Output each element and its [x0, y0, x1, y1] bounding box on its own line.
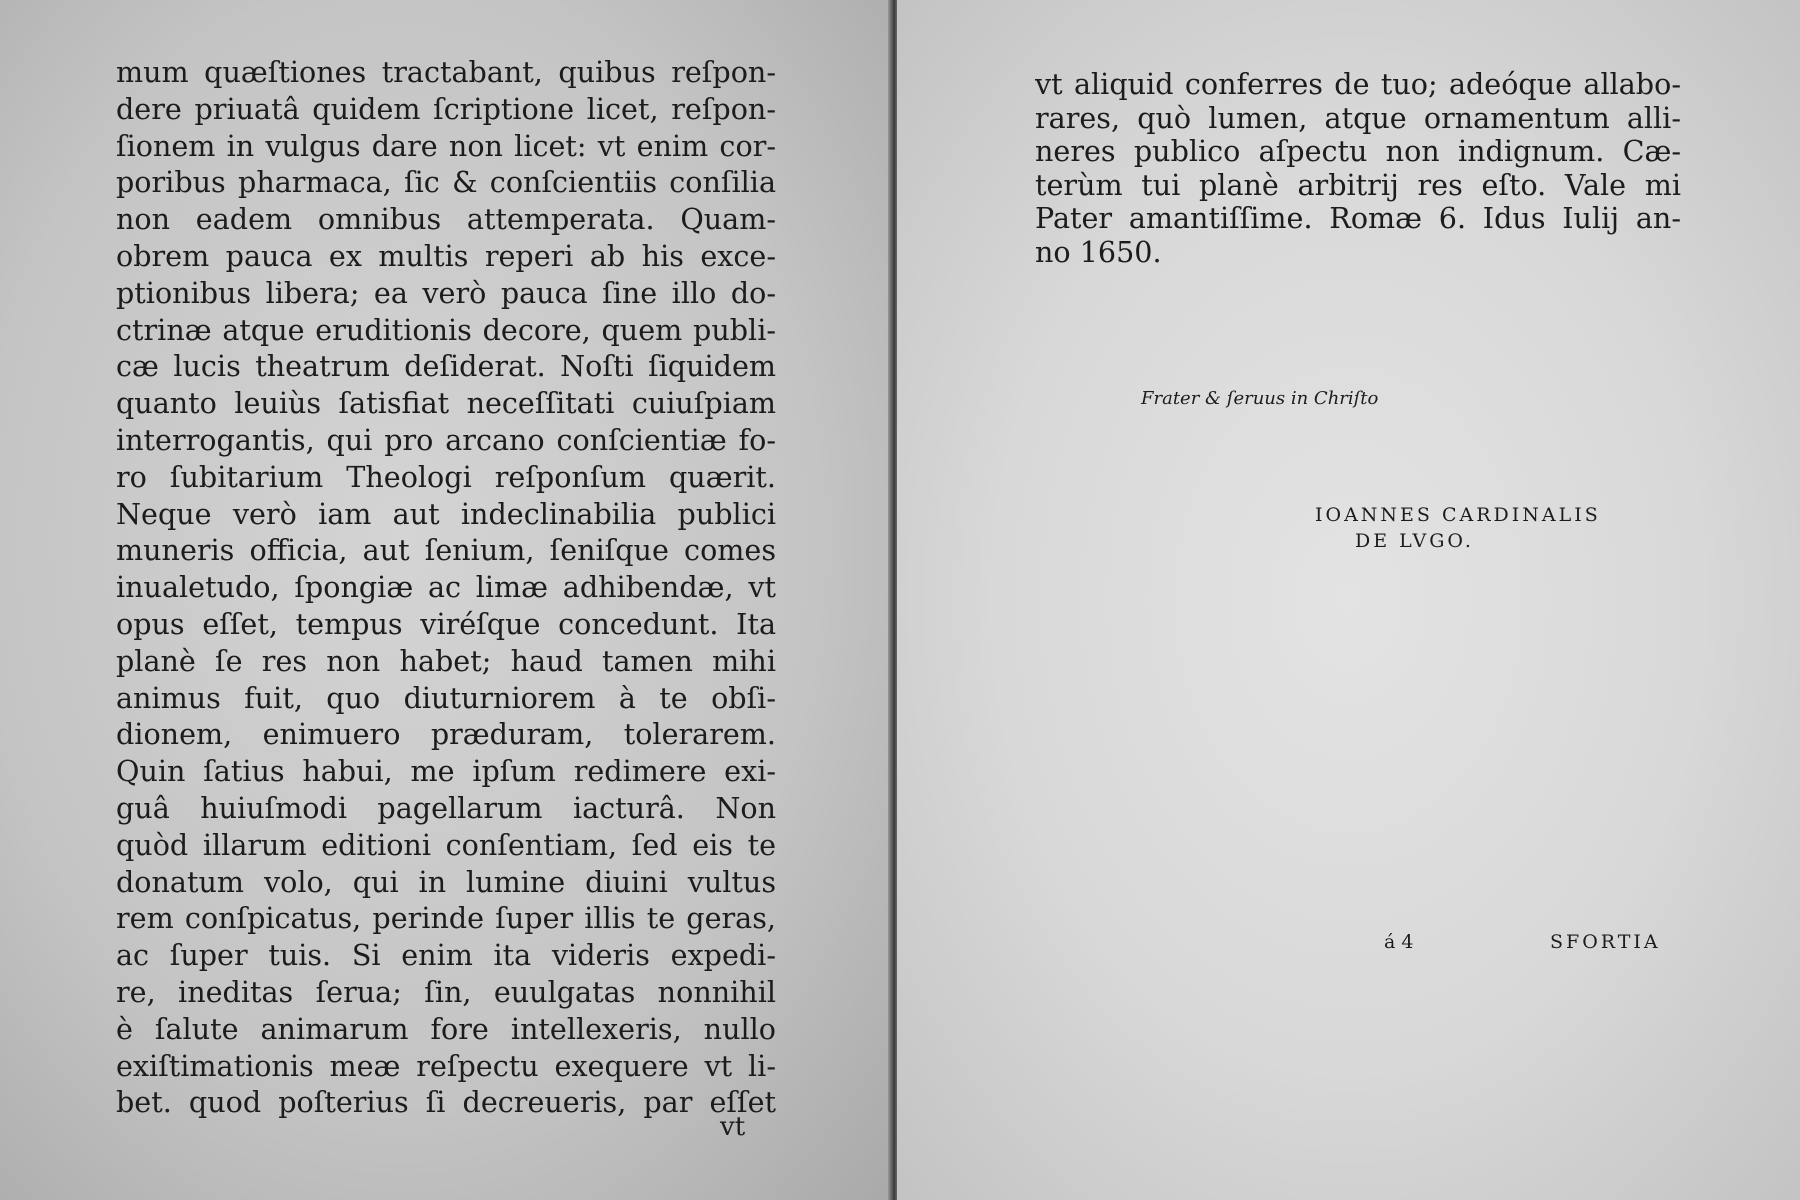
text-line: Pater amantiſſime. Romæ 6. Idus Iulij an-	[1035, 202, 1681, 236]
text-line: dere priuatâ quidem ſcriptione licet, reſpon-	[116, 91, 776, 126]
signature-line: DE LVGO.	[1355, 530, 1474, 552]
left-page-text	[116, 54, 776, 1121]
text-line: non eadem omnibus attemperata. Quam-	[116, 202, 776, 237]
text-line: guâ huiuſmodi pagellarum iacturâ. Non	[116, 790, 776, 825]
text-line: exiſtimationis meæ reſpectu exequere vt li-	[116, 1048, 776, 1083]
text-line: è ſalute animarum fore intellexeris, nullo	[116, 1011, 776, 1046]
text-line: mum quæſtiones tractabant, quibus reſpon-	[116, 55, 776, 89]
text-line: quanto leuiùs ſatisfiat neceſſitati cuiuſpiam	[116, 386, 776, 421]
text-line: ac ſuper tuis. Si enim ita videris expedi-	[116, 938, 776, 973]
text-line: no 1650.	[1035, 235, 1162, 269]
text-line: dionem, enimuero præduram, tolerarem.	[116, 717, 776, 752]
left-catchword: vt	[720, 1112, 746, 1142]
text-line: re, ineditas ſerua; ſin, euulgatas nonnihil	[116, 974, 776, 1009]
right-catchword: SFORTIA	[1550, 931, 1661, 953]
text-line: ptionibus libera; ea verò pauca ſine illo do-	[116, 275, 776, 310]
right-page-text	[1035, 68, 1681, 270]
text-line: donatum volo, qui in lumine diuini vultus	[116, 864, 776, 899]
text-line: planè ſe res non habet; haud tamen mihi	[116, 643, 776, 678]
text-line: Quin ſatius habui, me ipſum redimere exi-	[116, 754, 776, 789]
letter-closing: Frater & ſeruus in Chriſto	[1141, 388, 1379, 409]
text-line: obrem pauca ex multis reperi ab his exce-	[116, 238, 776, 273]
text-line: bet. quod poſterius ſi decreueris, par eſſet	[116, 1085, 776, 1120]
text-line: ctrinæ atque eruditionis decore, quem publi-	[116, 312, 776, 347]
text-line: cæ lucis theatrum deſiderat. Noſti ſiquidem	[116, 349, 776, 384]
text-line: neres publico aſpectu non indignum. Cæ-	[1035, 135, 1681, 169]
text-line: Neque verò iam aut indeclinabilia publici	[116, 496, 776, 531]
text-line: rem conſpicatus, perinde ſuper illis te geras,	[116, 901, 776, 936]
text-line: muneris officia, aut ſenium, ſeniſque comes	[116, 533, 776, 568]
text-line: quòd illarum editioni conſentiam, ſed eis te	[116, 827, 776, 862]
text-line: rares, quò lumen, atque ornamentum alli-	[1035, 101, 1681, 135]
signature-block	[1315, 502, 1601, 554]
text-line: vt aliquid conferres de tuo; adeóque allabo-	[1035, 68, 1681, 101]
right-page	[897, 0, 1800, 1200]
left-page	[0, 0, 893, 1200]
text-line: interrogantis, qui pro arcano conſcientiæ fo-	[116, 422, 776, 457]
text-line: opus eſſet, tempus viréſque concedunt. Ita	[116, 606, 776, 641]
text-line: animus fuit, quo diuturniorem à te obſi-	[116, 680, 776, 715]
text-line: terùm tui planè arbitrij res eſto. Vale mi	[1035, 168, 1681, 202]
text-line: ſionem in vulgus dare non licet: vt enim cor-	[116, 128, 776, 163]
text-line: ro ſubitarium Theologi reſponſum quærit.	[116, 459, 776, 494]
signature-mark: á 4	[1384, 931, 1414, 953]
text-line: poribus pharmaca, ſic & conſcientiis conſilia	[116, 165, 776, 200]
signature-line: IOANNES CARDINALIS	[1315, 504, 1601, 526]
text-line: inualetudo, ſpongiæ ac limæ adhibendæ, vt	[116, 570, 776, 605]
